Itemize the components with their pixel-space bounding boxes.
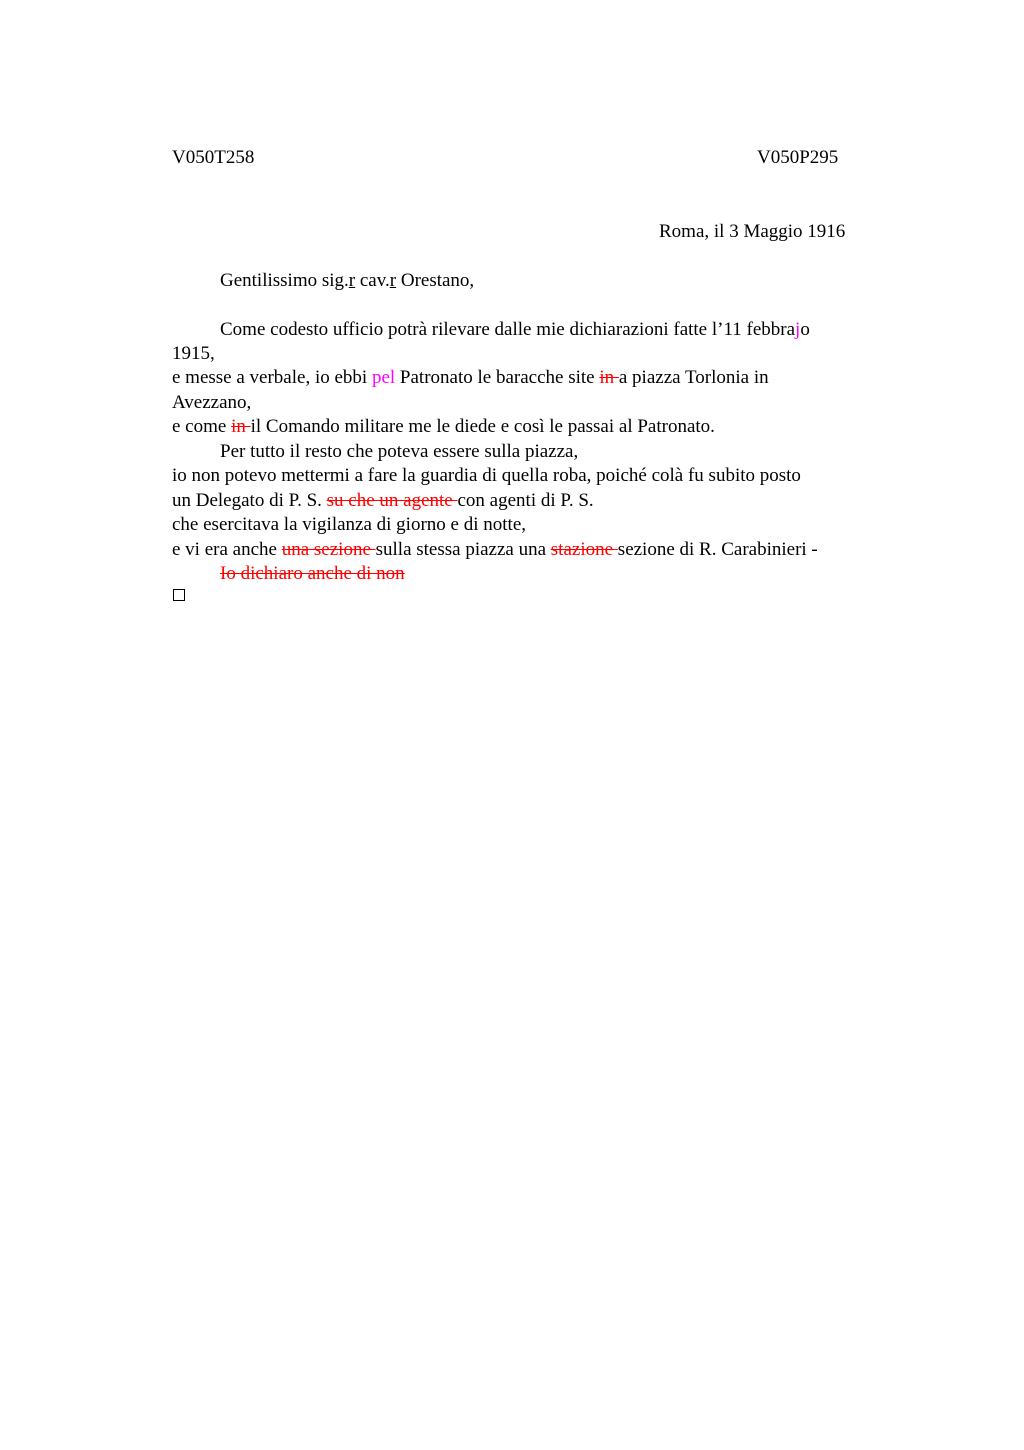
deletion-mark: in: [231, 416, 251, 437]
text-segment: e messe a verbale, io ebbi: [172, 367, 372, 388]
deletion-mark: stazione: [550, 539, 618, 560]
checkbox-icon: [173, 589, 185, 601]
text-segment: Patronato le baracche site: [395, 367, 600, 388]
body-line-5: [172, 415, 715, 439]
body-line-8: [172, 489, 594, 513]
text-segment: sulla stessa piazza una: [375, 539, 551, 560]
body-line-7: io non potevo mettermi a fare la guardia di quella roba, poiché colà fu subito posto: [172, 465, 801, 486]
body-line-10: [172, 538, 818, 562]
body-line-11: [220, 562, 405, 586]
salutation-part: Orestano,: [396, 270, 475, 291]
text-segment: Come codesto ufficio potrà rilevare dalle mie dichiarazioni fatte l’11 febbra: [220, 319, 796, 340]
text-segment: un Delegato di P. S.: [172, 490, 327, 511]
insertion-mark: j: [795, 319, 801, 340]
body-line-3: [172, 366, 769, 390]
text-segment: o: [800, 319, 810, 340]
deletion-mark: in: [599, 367, 619, 388]
deletion-mark: una sezione: [281, 539, 376, 560]
abbreviation-suffix: r: [389, 270, 397, 291]
text-segment: e come: [172, 416, 232, 437]
text-segment: il Comando militare me le diede e così le passai al Patronato.: [250, 416, 715, 437]
text-segment: con agenti di P. S.: [457, 490, 594, 511]
body-line-9: che esercitava la vigilanza di giorno e di notte,: [172, 514, 526, 535]
deletion-mark: su che un agente: [326, 490, 458, 511]
header-right-code: V050P295: [757, 147, 839, 168]
salutation: [220, 269, 474, 293]
text-segment: e vi era anche: [172, 539, 282, 560]
body-line-4: Avezzano,: [172, 392, 252, 413]
deletion-mark: Io dichiaro anche di non: [220, 563, 405, 584]
body-line-1: [220, 318, 810, 342]
text-segment: sezione di R. Carabinieri -: [617, 539, 818, 560]
insertion-mark: pel: [371, 367, 396, 388]
abbreviation-suffix: r: [348, 270, 356, 291]
header-left-code: V050T258: [172, 147, 255, 168]
salutation-part: Gentilissimo sig.: [220, 270, 349, 291]
text-segment: a piazza Torlonia in: [618, 367, 769, 388]
letter-date: Roma, il 3 Maggio 1916: [659, 221, 846, 242]
body-line-6: Per tutto il resto che poteva essere sulla piazza,: [220, 441, 579, 462]
body-line-2: 1915,: [172, 343, 215, 364]
salutation-part: cav.: [355, 270, 390, 291]
